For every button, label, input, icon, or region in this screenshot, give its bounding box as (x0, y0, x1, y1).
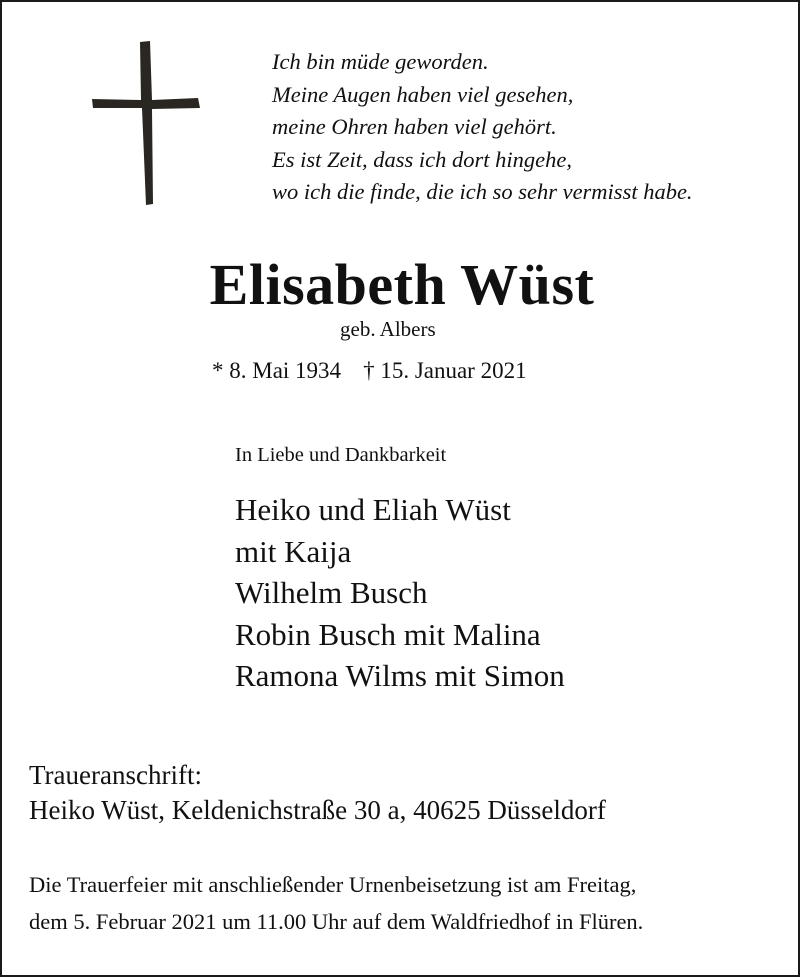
mourner-item: Ramona Wilms mit Simon (235, 658, 565, 693)
mourner-item: mit Kaija (235, 533, 352, 569)
christian-cross-icon (90, 40, 202, 206)
death-date: † 15. Januar 2021 (363, 358, 527, 383)
gratitude-line: In Liebe und Dankbarkeit (235, 444, 447, 466)
deceased-name: Elisabeth Wüst (209, 252, 595, 317)
ceremony-info (29, 866, 643, 940)
mourner-item: Robin Busch mit Malina (235, 616, 541, 652)
poem (272, 46, 693, 209)
birth-date: * 8. Mai 1934 (212, 358, 342, 383)
poem-line: meine Ohren haben viel gehört. (272, 114, 557, 139)
ceremony-line: dem 5. Februar 2021 um 11.00 Uhr auf dem Waldfriedhof in Flüren. (29, 909, 644, 934)
poem-line: wo ich die finde, die ich so sehr vermisst habe. (272, 179, 693, 204)
address-line: Heiko Wüst, Keldenichstraße 30 a, 40625 Düsseldorf (29, 795, 606, 825)
poem-line: Es ist Zeit, dass ich dort hingehe, (272, 146, 572, 172)
life-dates (212, 355, 527, 387)
mourner-item: Wilhelm Busch (235, 575, 428, 610)
mourners-list (235, 489, 565, 697)
maiden-name: geb. Albers (340, 317, 436, 341)
poem-line: Meine Augen haben viel gesehen, (272, 81, 574, 107)
ceremony-line: Die Trauerfeier mit anschließender Urnenbeisetzung ist am Freitag, (29, 872, 637, 897)
address-label: Traueranschrift: (29, 760, 202, 790)
poem-line: Ich bin müde geworden. (272, 49, 489, 74)
mourner-item: Heiko und Eliah Wüst (235, 492, 511, 527)
